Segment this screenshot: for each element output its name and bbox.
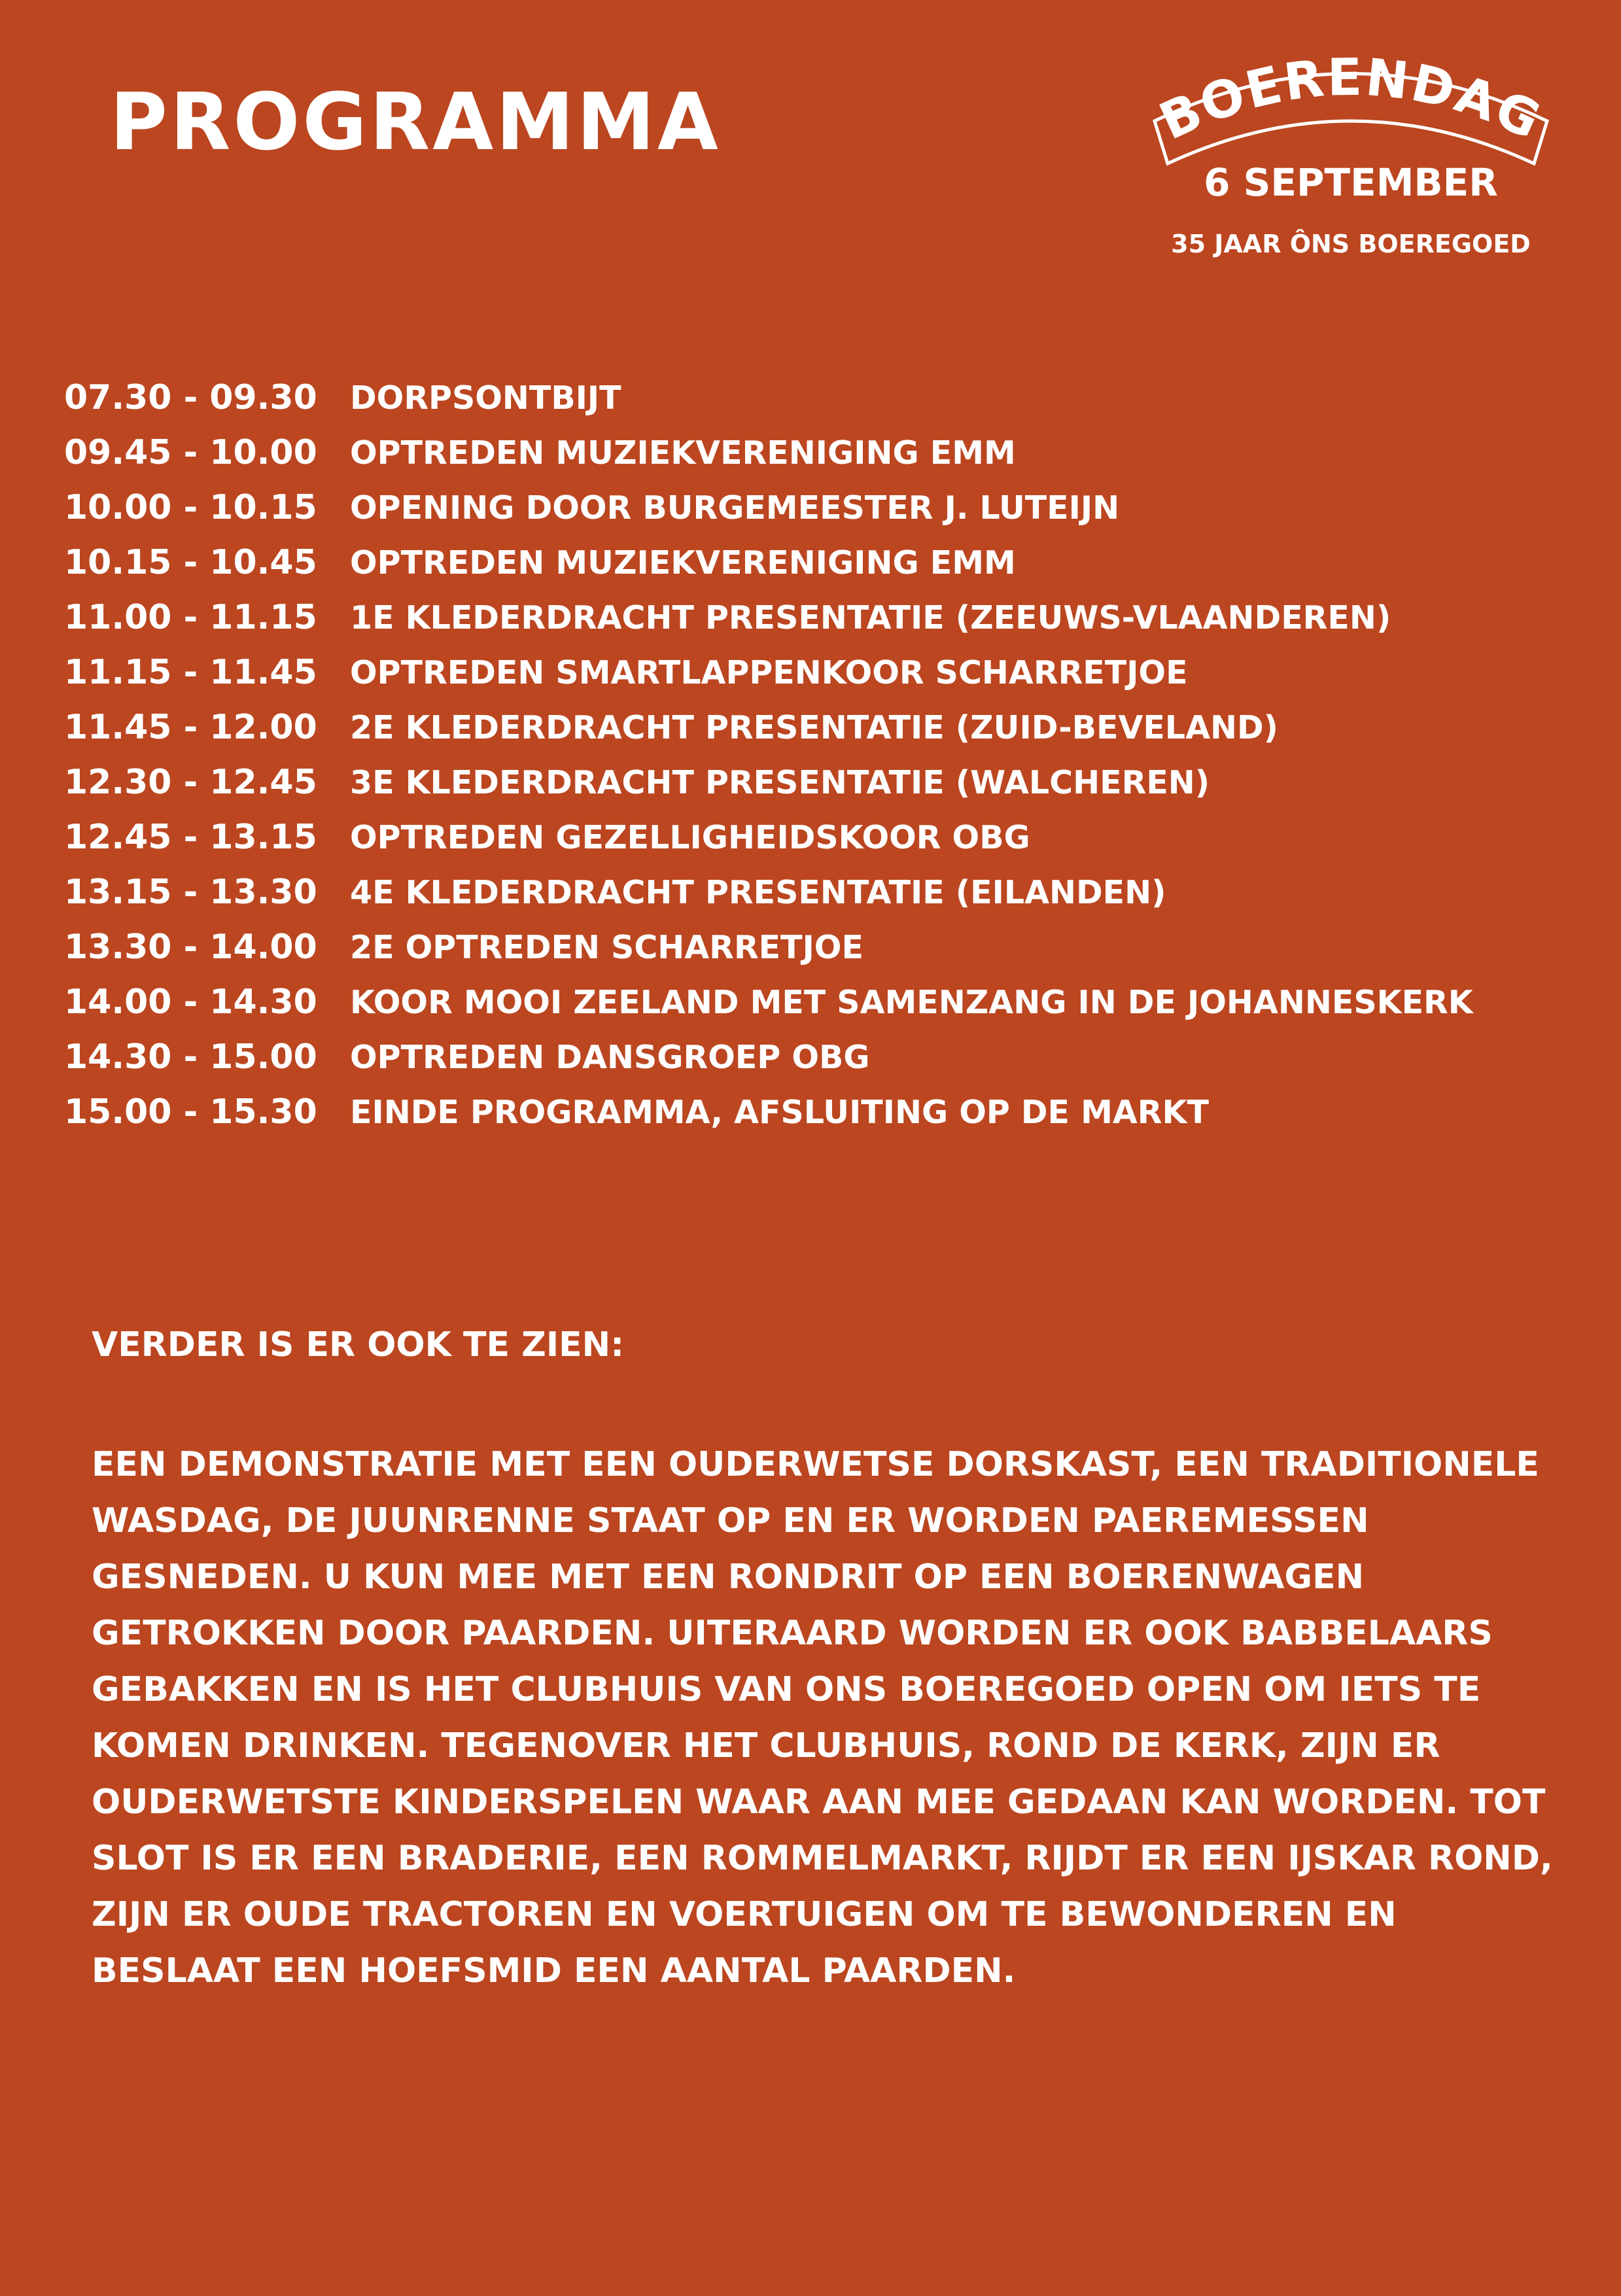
schedule-time: 14.30 - 15.00 [64, 1037, 317, 1077]
page-title: PROGRAMMA [110, 77, 721, 168]
schedule-row [64, 920, 1595, 975]
schedule-row [64, 535, 1595, 590]
schedule-event: 2E OPTREDEN SCHARRETJOE [350, 928, 863, 966]
schedule-time: 10.00 - 10.15 [64, 488, 317, 527]
schedule-event: OPTREDEN MUZIEKVERENIGING EMM [350, 544, 1016, 582]
schedule-event: OPTREDEN MUZIEKVERENIGING EMM [350, 434, 1016, 472]
schedule-time: 10.15 - 10.45 [64, 543, 317, 582]
schedule-time: 12.30 - 12.45 [64, 763, 317, 802]
schedule-event: OPENING DOOR BURGEMEESTER J. LUTEIJN [350, 489, 1120, 527]
schedule-time: 09.45 - 10.00 [64, 433, 317, 472]
schedule-event: OPTREDEN DANSGROEP OBG [350, 1038, 870, 1076]
schedule-event: DORPSONTBIJT [350, 379, 621, 417]
schedule-event: 2E KLEDERDRACHT PRESENTATIE (ZUID-BEVELAND) [350, 708, 1279, 746]
schedule-time: 13.15 - 13.30 [64, 873, 317, 912]
schedule-event: 3E KLEDERDRACHT PRESENTATIE (WALCHEREN) [350, 763, 1210, 801]
schedule-time: 12.45 - 13.15 [64, 818, 317, 857]
schedule-row [64, 1085, 1595, 1139]
schedule-row [64, 810, 1595, 865]
schedule-row [64, 480, 1595, 535]
schedule-row [64, 425, 1595, 480]
schedule-row [64, 370, 1595, 425]
schedule-time: 13.30 - 14.00 [64, 928, 317, 967]
logo-name-path: BOERENDAG [1151, 48, 1551, 152]
schedule-row [64, 755, 1595, 810]
schedule-time: 15.00 - 15.30 [64, 1092, 317, 1132]
schedule-row [64, 645, 1595, 700]
schedule-event: EINDE PROGRAMMA, AFSLUITING OP DE MARKT [350, 1093, 1209, 1131]
logo-banner [1138, 39, 1563, 170]
schedule-time: 14.00 - 14.30 [64, 983, 317, 1022]
schedule-event: OPTREDEN GEZELLIGHEIDSKOOR OBG [350, 818, 1030, 856]
schedule-time: 11.00 - 11.15 [64, 598, 317, 637]
extra-activities-text: EEN DEMONSTRATIE MET EEN OUDERWETSE DORSKAST, EEN TRADITIONELE WASDAG, DE JUUNRENNE STAAT OP EN ER WORDEN PAEREMESSEN GESNEDEN. U KUN MEE MET EEN RONDRIT OP EEN BOERENWAGEN GETROKKEN DOOR PAARDEN. UITERAARD WORDEN ER OOK BABBELAARS GEBAKKEN EN IS HET CLUBHUIS VAN ONS BOEREGOED OPEN OM IETS TE KOMEN DRINKEN. TEGENOVER HET CLUBHUIS, ROND DE KERK, ZIJN ER OUDERWETSTE KINDERSPELEN WAAR AAN MEE GEDAAN KAN WORDEN. TOT SLOT IS ER EEN BRADERIE, EEN ROMMELMARKT, RIJDT ER EEN IJSKAR ROND, ZIJN ER OUDE TRACTOREN EN VOERTUIGEN OM TE BEWONDEREN EN BESLAAT EEN HOEFSMID EEN AANTAL PAARDEN. [92, 1445, 1553, 1991]
logo-tagline: 35 JAAR ÔNS BOEREGOED [1171, 230, 1531, 258]
schedule-event: 4E KLEDERDRACHT PRESENTATIE (EILANDEN) [350, 873, 1166, 911]
schedule-row [64, 865, 1595, 920]
logo-date: 6 SEPTEMBER [1204, 160, 1498, 205]
schedule-row [64, 590, 1595, 645]
schedule-row [64, 975, 1595, 1030]
boerendag-logo [1138, 39, 1563, 275]
schedule-time: 11.45 - 12.00 [64, 708, 317, 747]
schedule-row [64, 1030, 1595, 1085]
schedule-event: KOOR MOOI ZEELAND MET SAMENZANG IN DE JOHANNESKERK [350, 983, 1473, 1021]
schedule-time: 11.15 - 11.45 [64, 653, 317, 692]
schedule-list [64, 370, 1595, 1139]
schedule-event: OPTREDEN SMARTLAPPENKOOR SCHARRETJOE [350, 653, 1188, 691]
extra-activities-heading: VERDER IS ER OOK TE ZIEN: [92, 1325, 624, 1365]
schedule-row [64, 700, 1595, 755]
logo-name [1151, 48, 1550, 152]
schedule-event: 1E KLEDERDRACHT PRESENTATIE (ZEEUWS-VLAANDEREN) [350, 599, 1391, 636]
schedule-time: 07.30 - 09.30 [64, 378, 317, 417]
